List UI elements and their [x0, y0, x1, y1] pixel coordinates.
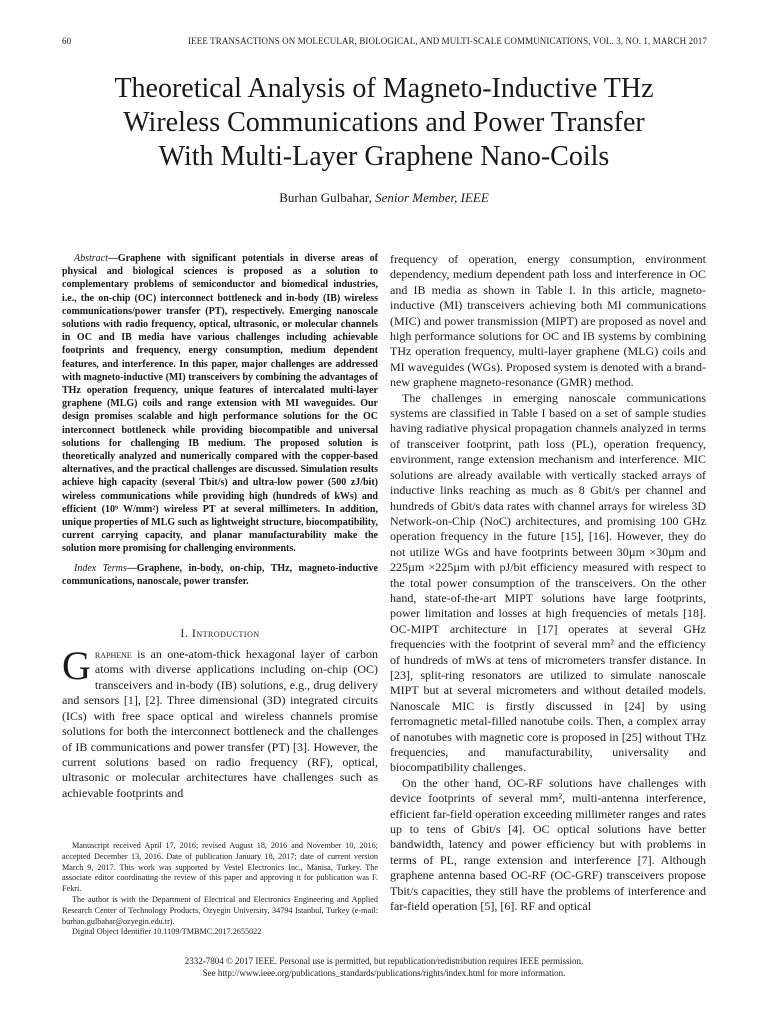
author-line	[60, 190, 708, 206]
index-terms	[62, 562, 378, 588]
body-paragraph: On the other hand, OC-RF solutions have challenges with device footprints of several mm², multi-antenna interference, efficient far-field operation exceeding millimeter ranges and rates up to tens of Gbit/s [4]. OC optical solutions have better bandwidth, latency and power efficiency but with problems in terms of PL, range extension and interference [7]. Although graphene antenna based OC-RF (OC-GRF) transceivers propose Tbit/s capacities, they still have the problems of interference and far-field operation [5], [6]. RF and optical	[390, 775, 706, 914]
copyright-notice	[60, 955, 708, 979]
body-paragraph: frequency of operation, energy consumption, environment dependency, medium dependent path loss and interference in OC and IB media as shown in Table I. In this article, magneto-inductive (MI) transceivers achieving both MI communications (MIC) and power transmission (MIPT) are proposed as novel and high performance solutions for OC and IB systems by combining THz operation frequency, multi-layer graphene (MLG) coils and MI waveguides (WGs). Proposed system is denoted with a brand-new graphene magneto-resonance (GMR) method.	[390, 252, 706, 390]
left-column	[62, 252, 378, 801]
index-terms-text: —Graphene, in-body, on-chip, THz, magneto-inductive communications, nanoscale, power transfer.	[62, 562, 378, 587]
author-name: Burhan Gulbahar,	[279, 190, 372, 205]
section-heading	[62, 626, 378, 641]
drop-cap: G	[62, 643, 91, 689]
journal-name: IEEE TRANSACTIONS ON MOLECULAR, BIOLOGICAL, AND MULTI-SCALE COMMUNICATIONS, VOL. 3, NO. 1, MARCH 2017	[188, 36, 707, 46]
footnote-manuscript: Manuscript received April 17, 2016; revised August 18, 2016 and November 10, 2016; accepted December 13, 2016. Date of publication January 18, 2017; date of current version March 9, 2017. This work was supported by Vestel Electronics Inc., Manisa, Turkey. The associate editor coordinating the review of this paper and approving it for publication was F. Fekri.	[62, 841, 378, 894]
drop-cap-rest: raphene	[94, 647, 132, 662]
copyright-line: See http://www.ieee.org/publications_standards/publications/rights/index.html for more information.	[202, 968, 566, 978]
right-column-text	[390, 252, 706, 914]
footnotes	[62, 841, 378, 938]
title-line: Theoretical Analysis of Magneto-Inductive THz	[114, 73, 654, 104]
intro-paragraph	[62, 643, 378, 801]
paper-title	[60, 72, 708, 174]
title-line: Wireless Communications and Power Transfer	[123, 107, 645, 138]
page-number: 60	[62, 36, 72, 46]
title-line: With Multi-Layer Graphene Nano-Coils	[158, 141, 610, 172]
right-column	[390, 252, 706, 914]
body-paragraph: The challenges in emerging nanoscale communications systems are classified in Table I based on a set of sample studies having radiative physical propagation channels analyzed in terms of transceiver footprint, path loss (PL), operation frequency, environment, range extension mechanism and interference. MIC solutions are already available with vertically stacked arrays of inductive links reaching as much as 8 Gbit/s per channel and hundreds of Gbit/s data rates with channel arrays for wireless 3D Network-on-Chip (NoC) architectures, and promising 100 GHz operation frequency in the future [15], [16]. However, they do not utilize WGs and have footprints between 30µm ×30µm and 225µm ×225µm with pJ/bit efficiency measured with respect to the total power consumption of the transceivers. On the other hand, state-of-the-art MIPT solutions have large footprints, power limitation and losses at high frequencies of metals [18]. OC-MIPT architecture in [17] operates at several GHz frequencies with the footprint of several mm² and the efficiency of hundreds of mWs at tens of micrometers transfer distance. In [23], split-ring resonators are utilized to simulate nanoscale MIPT but at several micrometers and without detailed models. Nanoscale MIC is firstly discussed in [24] by using ferromagnetic metal-filled nanotube coils. Then, a complex array of nanotubes with magnetic core is proposed in [25] without THz frequencies, and manufacturability, universality and biocompatibility challenges.	[390, 390, 706, 775]
intro-paragraph-text: is an one-atom-thick hexagonal layer of carbon atoms with diverse applications including on-chip (OC) transceivers and in-body (IB) solutions, e.g., drug delivery and sensors [1], [2]. Three dimensional (3D) integrated circuits (ICs) with free space optical and wireless channels promise solutions for both the interconnect bottleneck and the challenges of IB communications and power transfer (PT) [3]. However, the current solutions based on radio frequency (RF), optical, ultrasonic or molecular architectures have challenges such as achievable footprints and	[62, 647, 378, 800]
index-terms-lead: Index Terms	[74, 562, 127, 574]
author-membership: Senior Member, IEEE	[375, 190, 489, 205]
abstract-lead: Abstract	[74, 253, 108, 264]
abstract-text: —Graphene with significant potentials in diverse areas of physical and biological sciences is proposed as a solution to complementary problems of semiconductor and biomedical industries, i.e., the on-chip (OC) interconnect bottleneck and in-body (IB) wireless communications/power transfer (PT), respectively. Emerging nanoscale solutions with radio frequency, optical, ultrasonic, or molecular channels in OC and IB media have various challenges including achievable footprints and frequency, energy consumption, medium dependent features, and interference. In this paper, major challenges are addressed with magneto-inductive (MI) transceivers by combining the advantages of THz operation frequency, unique features of intercalated multi-layer graphene (MLG) coils and range extension with MI waveguides. Our design promises scalable and high performance solutions for the OC interconnect bottleneck while providing biocompatible and universal solutions for challenging IB medium. The proposed solution is theoretically analyzed and numerically compared with the copper-based alternatives, and the practical challenges are discussed. Simulation results achieve high capacity (several Tbit/s) and ultra-low power (500 zJ/bit) wireless communications while providing high (hundreds of kWs) and efficient (10⁹ W/mm²) wireless PT at several millimeters. In addition, unique properties of MLG such as lightweight structure, biocompatibility, current carrying capacity, and planar manufacturability make the solution more promising for challenging environments.	[62, 253, 378, 555]
section-number: I.	[180, 626, 192, 641]
intro-text	[62, 643, 378, 801]
footnote-affiliation: The author is with the Department of Electrical and Electronics Engineering and Applied Research Center of Technology Products, Ozyegin University, 34794 Istanbul, Turkey (e-mail: burhan.gulbahar@ozyegin.edu.tr).	[62, 894, 378, 926]
copyright-line: 2332-7804 © 2017 IEEE. Personal use is permitted, but republication/redistribution requires IEEE permission.	[184, 956, 584, 966]
abstract	[62, 252, 378, 556]
section-title: Introduction	[191, 626, 260, 641]
footnote-doi: Digital Object Identifier 10.1109/TMBMC.2017.2655022	[72, 927, 262, 937]
running-header	[62, 36, 707, 48]
